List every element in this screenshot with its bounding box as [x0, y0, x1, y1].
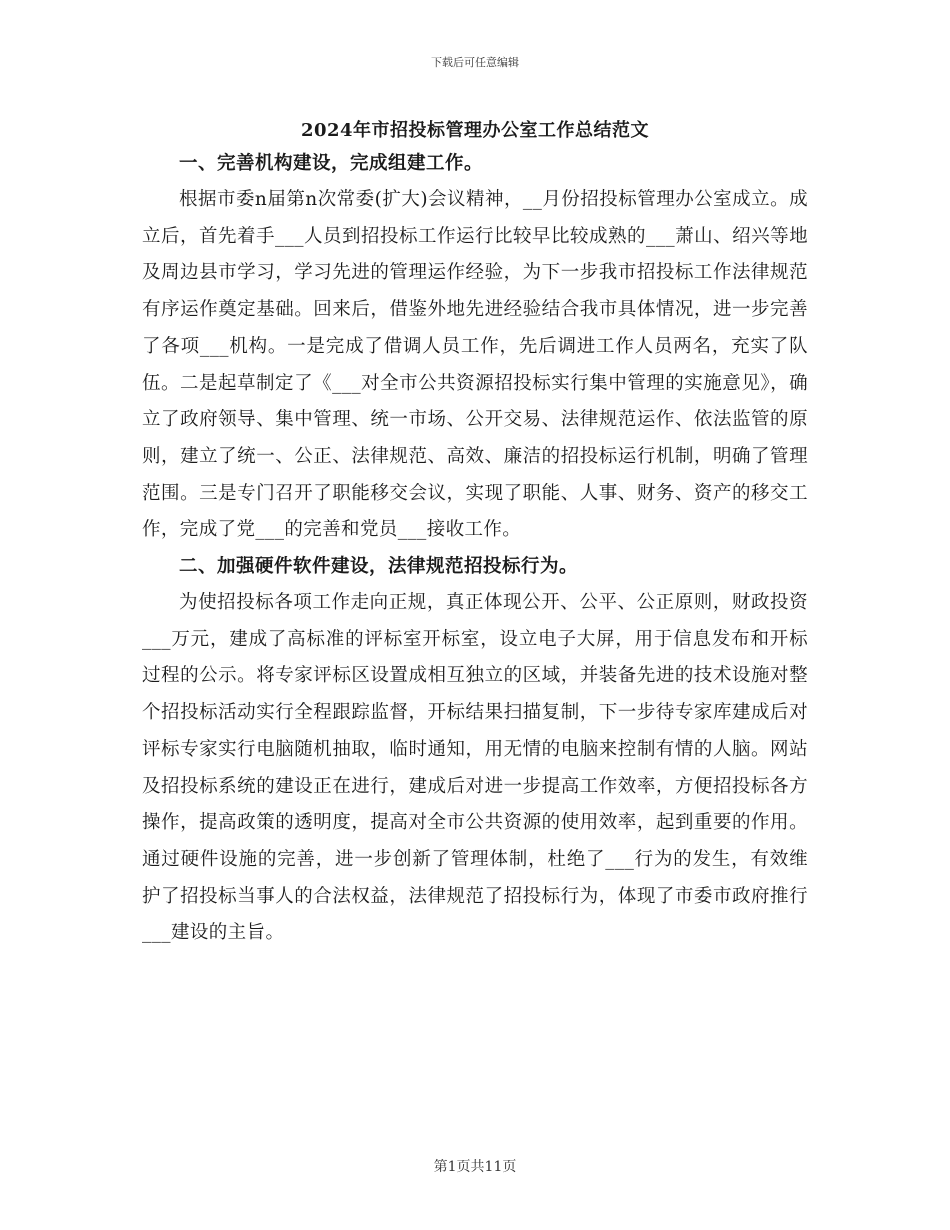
document-body: [142, 146, 808, 952]
section-paragraph: 为使招投标各项工作走向正规，真正体现公开、公平、公正原则，财政投资___万元，建成了高标准的评标室开标室，设立电子大屏，用于信息发布和开标过程的公示。将专家评标区设置成相互独立的区域，并装备先进的技术设施对整个招投标活动实行全程跟踪监督，开标结果扫描复制，下一步待专家库建成后对评标专家实行电脑随机抽取，临时通知，用无情的电脑来控制有情的人脑。网站及招投标系统的建设正在进行，建成后对进一步提高工作效率，方便招投标各方操作，提高政策的透明度，提高对全市公共资源的使用效率，起到重要的作用。通过硬件设施的完善，进一步创新了管理体制，杜绝了___行为的发生，有效维护了招投标当事人的合法权益，法律规范了招投标行为，体现了市委市政府推行___建设的主旨。: [142, 592, 808, 944]
section-1: [142, 146, 808, 549]
page-footer-number: 第1页共11页: [433, 1159, 517, 1175]
section-heading: 一、完善机构建设，完成组建工作。: [179, 153, 484, 174]
page-header-note: 下载后可任意编辑: [431, 56, 519, 69]
section-heading: 二、加强硬件软件建设，法律规范招投标行为。: [179, 556, 579, 578]
section-paragraph: 根据市委n届第n次常委(扩大)会议精神，__月份招投标管理办公室成立。成立后，首先着手___人员到招投标工作运行比较早比较成熟的___萧山、绍兴等地及周边县市学习，学习先进的管理运作经验，为下一步我市招投标工作法律规范有序运作奠定基础。回来后，借鉴外地先进经验结合我市具体情况，进一步完善了各项___机构。一是完成了借调人员工作，先后调进工作人员两名，充实了队伍。二是起草制定了《___对全市公共资源招投标实行集中管理的实施意见》，确立了政府领导、集中管理、统一市场、公开交易、法律规范运作、依法监管的原则，建立了统一、公正、法律规范、高效、廉洁的招投标运行机制，明确了管理范围。三是专门召开了职能移交会议，实现了职能、人事、财务、资产的移交工作，完成了党___的完善和党员___接收工作。: [142, 189, 808, 541]
section-2: [142, 549, 808, 952]
document-title: 2024年市招投标管理办公室工作总结范文: [300, 120, 650, 141]
